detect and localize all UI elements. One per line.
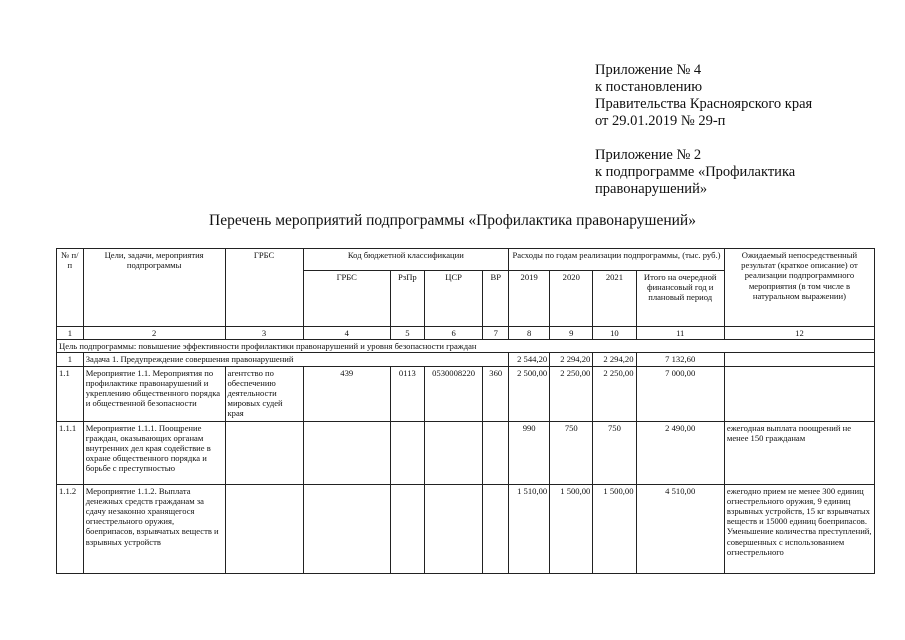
task-2020: 2 294,20: [550, 353, 593, 366]
row-2021: 750: [593, 421, 636, 484]
column-number: 1: [57, 327, 84, 340]
column-number: 8: [509, 327, 550, 340]
appendix-block: [595, 62, 895, 198]
row-grbs: [303, 484, 390, 573]
column-number: 7: [483, 327, 509, 340]
task-text: Задача 1. Предупреждение совершения правонарушений: [83, 353, 508, 366]
row-num: 1.1: [57, 366, 84, 421]
row-2019: 2 500,00: [509, 366, 550, 421]
row-vr: 360: [483, 366, 509, 421]
header-vr: ВР: [483, 271, 509, 327]
column-number-row: [57, 327, 875, 340]
header-2019: 2019: [509, 271, 550, 327]
appendix-line: Правительства Красноярского края: [595, 96, 813, 112]
row-2020: 2 250,00: [550, 366, 593, 421]
measures-table: [56, 248, 875, 574]
row-grbs-name: агентство по обеспечению деятельности мировых судей края: [225, 366, 303, 421]
header-rzpr: РзПр: [390, 271, 424, 327]
column-number: 9: [550, 327, 593, 340]
row-text: Мероприятие 1.1.1. Поощрение граждан, оказывающих органам внутренних дел края содействие в охране общественного порядка и борьбе с преступностью: [83, 421, 225, 484]
column-number: 11: [636, 327, 724, 340]
task-result: [724, 353, 874, 366]
column-number: 2: [83, 327, 225, 340]
row-csr: [424, 484, 483, 573]
row-2021: 1 500,00: [593, 484, 636, 573]
row-rzpr: [390, 421, 424, 484]
task-2021: 2 294,20: [593, 353, 636, 366]
spacer: [595, 130, 895, 147]
header-num: № п/п: [57, 249, 84, 327]
row-grbs: 439: [303, 366, 390, 421]
task-num: 1: [57, 353, 84, 366]
row-2020: 1 500,00: [550, 484, 593, 573]
row-vr: [483, 484, 509, 573]
column-number: 3: [225, 327, 303, 340]
header-result: Ожидаемый непосредственный результат (краткое описание) от реализации подпрограммного мероприятия (в том числе в натуральном выражении): [724, 249, 874, 327]
row-num: 1.1.1: [57, 421, 84, 484]
row-num: 1.1.2: [57, 484, 84, 573]
header-grbs: ГРБС: [225, 249, 303, 327]
appendix-line: от 29.01.2019 № 29-п: [595, 113, 726, 129]
row-total: 7 000,00: [636, 366, 724, 421]
row-rzpr: [390, 484, 424, 573]
header-expenses: Расходы по годам реализации подпрограммы, (тыс. руб.): [509, 249, 725, 271]
goal-text: Цель подпрограммы: повышение эффективности профилактики правонарушений и уровня безопасности граждан: [57, 340, 875, 353]
row-result: ежегодно прием не менее 300 единиц огнестрельного оружия, 9 единиц взрывных устройств, 15 кг взрывчатых веществ и 15000 единиц боеприпасов. Уменьшение количества преступлений, совершенных с использованием огнестрельного: [724, 484, 874, 573]
task-2019: 2 544,20: [509, 353, 550, 366]
appendix-line: правонарушений»: [595, 181, 708, 197]
column-number: 12: [724, 327, 874, 340]
header-kbk: Код бюджетной классификации: [303, 249, 509, 271]
row-result: [724, 366, 874, 421]
row-2021: 2 250,00: [593, 366, 636, 421]
row-2019: 990: [509, 421, 550, 484]
header-csr: ЦСР: [424, 271, 483, 327]
row-grbs-name: [225, 484, 303, 573]
row-2019: 1 510,00: [509, 484, 550, 573]
row-csr: [424, 421, 483, 484]
row-total: 4 510,00: [636, 484, 724, 573]
table-row: [57, 421, 875, 484]
appendix-line: Приложение № 4: [595, 62, 702, 78]
task-total: 7 132,60: [636, 353, 724, 366]
table-row: [57, 484, 875, 573]
column-number: 5: [390, 327, 424, 340]
header-goals: Цели, задачи, мероприятия подпрограммы: [83, 249, 225, 327]
goal-row: [57, 340, 875, 353]
column-number: 4: [303, 327, 390, 340]
column-number: 10: [593, 327, 636, 340]
row-text: Мероприятие 1.1.2. Выплата денежных средств гражданам за сдачу незаконно хранящегося огнестрельного оружия, боеприпасов, взрывчатых веществ и взрывных устройств: [83, 484, 225, 573]
appendix-line: к постановлению: [595, 79, 703, 95]
header-2020: 2020: [550, 271, 593, 327]
row-grbs: [303, 421, 390, 484]
column-number: 6: [424, 327, 483, 340]
table-row: [57, 366, 875, 421]
appendix-line: Приложение № 2: [595, 147, 702, 163]
row-csr: 0530008220: [424, 366, 483, 421]
row-2020: 750: [550, 421, 593, 484]
appendix-line: к подпрограмме «Профилактика: [595, 164, 796, 180]
row-rzpr: 0113: [390, 366, 424, 421]
row-total: 2 490,00: [636, 421, 724, 484]
task-row: [57, 353, 875, 366]
document-title: Перечень мероприятий подпрограммы «Профилактика правонарушений»: [209, 212, 696, 229]
header-grbs-code: ГРБС: [303, 271, 390, 327]
row-grbs-name: [225, 421, 303, 484]
header-row: [57, 249, 875, 271]
row-text: Мероприятие 1.1. Мероприятия по профилактике правонарушений и укреплению общественного порядка и общественной безопасности: [83, 366, 225, 421]
header-total: Итого на очередной финансовый год и плановый период: [636, 271, 724, 327]
header-2021: 2021: [593, 271, 636, 327]
row-result: ежегодная выплата поощрений не менее 150 гражданам: [724, 421, 874, 484]
row-vr: [483, 421, 509, 484]
